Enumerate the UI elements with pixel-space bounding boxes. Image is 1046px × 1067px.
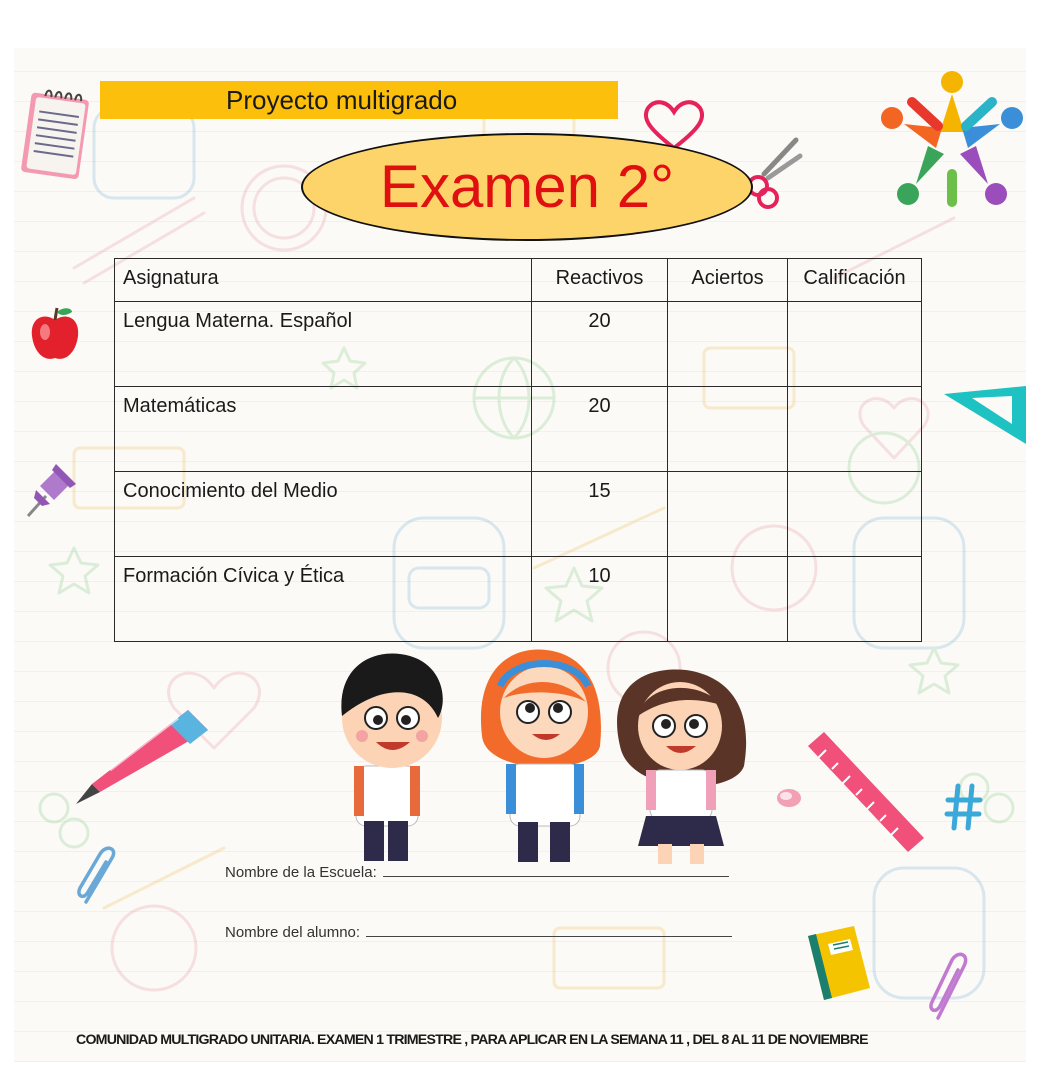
notepad-icon (18, 86, 94, 182)
items-cell: 20 (532, 387, 668, 472)
grade-cell[interactable] (788, 472, 922, 557)
scissors-icon (744, 134, 804, 214)
subject-cell: Matemáticas (115, 387, 532, 472)
table-row (115, 387, 922, 472)
project-title-bar (100, 81, 618, 119)
exam-title-oval (301, 133, 753, 241)
grade-cell[interactable] (788, 302, 922, 387)
correct-cell[interactable] (668, 472, 788, 557)
girl-figure (617, 670, 746, 864)
header-items: Reactivos (532, 259, 668, 302)
footer-note: COMUNIDAD MULTIGRADO UNITARIA. EXAMEN 1 TRIMESTRE , PARA APLICAR EN LA SEMANA 11 , DEL 8 AL 11 DE NOVIEMBRE (76, 1032, 868, 1048)
children-illustration (314, 646, 764, 866)
pushpin-icon (20, 458, 80, 522)
student-name-line[interactable] (366, 935, 732, 937)
grade-cell[interactable] (788, 557, 922, 642)
school-name-line[interactable] (383, 875, 729, 877)
project-title: Proyecto multigrado (226, 85, 458, 115)
table-row (115, 472, 922, 557)
table-header-row (115, 259, 922, 302)
paperclip-icon (926, 952, 974, 1024)
items-cell: 20 (532, 302, 668, 387)
boy-figure (341, 654, 442, 862)
eraser-icon (774, 786, 804, 810)
girl-figure (481, 650, 601, 862)
correct-cell[interactable] (668, 302, 788, 387)
book-icon (804, 922, 874, 1004)
correct-cell[interactable] (668, 387, 788, 472)
pen-icon (70, 704, 214, 812)
grade-cell[interactable] (788, 387, 922, 472)
hashtag-icon (944, 782, 984, 832)
header-subject: Asignatura (115, 259, 532, 302)
header-correct: Aciertos (668, 259, 788, 302)
subject-cell: Lengua Materna. Español (115, 302, 532, 387)
school-name-field (225, 864, 729, 881)
items-cell: 10 (532, 557, 668, 642)
paperclip-icon (72, 846, 122, 908)
table-row (115, 557, 922, 642)
subject-cell: Formación Cívica y Ética (115, 557, 532, 642)
header-grade: Calificación (788, 259, 922, 302)
triangle-ruler-icon (942, 384, 1026, 448)
subject-cell: Conocimiento del Medio (115, 472, 532, 557)
school-name-label: Nombre de la Escuela: (225, 864, 377, 881)
student-name-field (225, 924, 732, 941)
ruler-icon (804, 728, 928, 858)
exam-title: Examen 2° (379, 153, 675, 220)
items-cell: 15 (532, 472, 668, 557)
student-name-label: Nombre del alumno: (225, 924, 361, 941)
apple-icon (26, 304, 84, 364)
table-row (115, 302, 922, 387)
correct-cell[interactable] (668, 557, 788, 642)
grades-table (114, 258, 922, 642)
exam-cover-page (14, 48, 1026, 1062)
star-people-logo (872, 62, 1026, 217)
